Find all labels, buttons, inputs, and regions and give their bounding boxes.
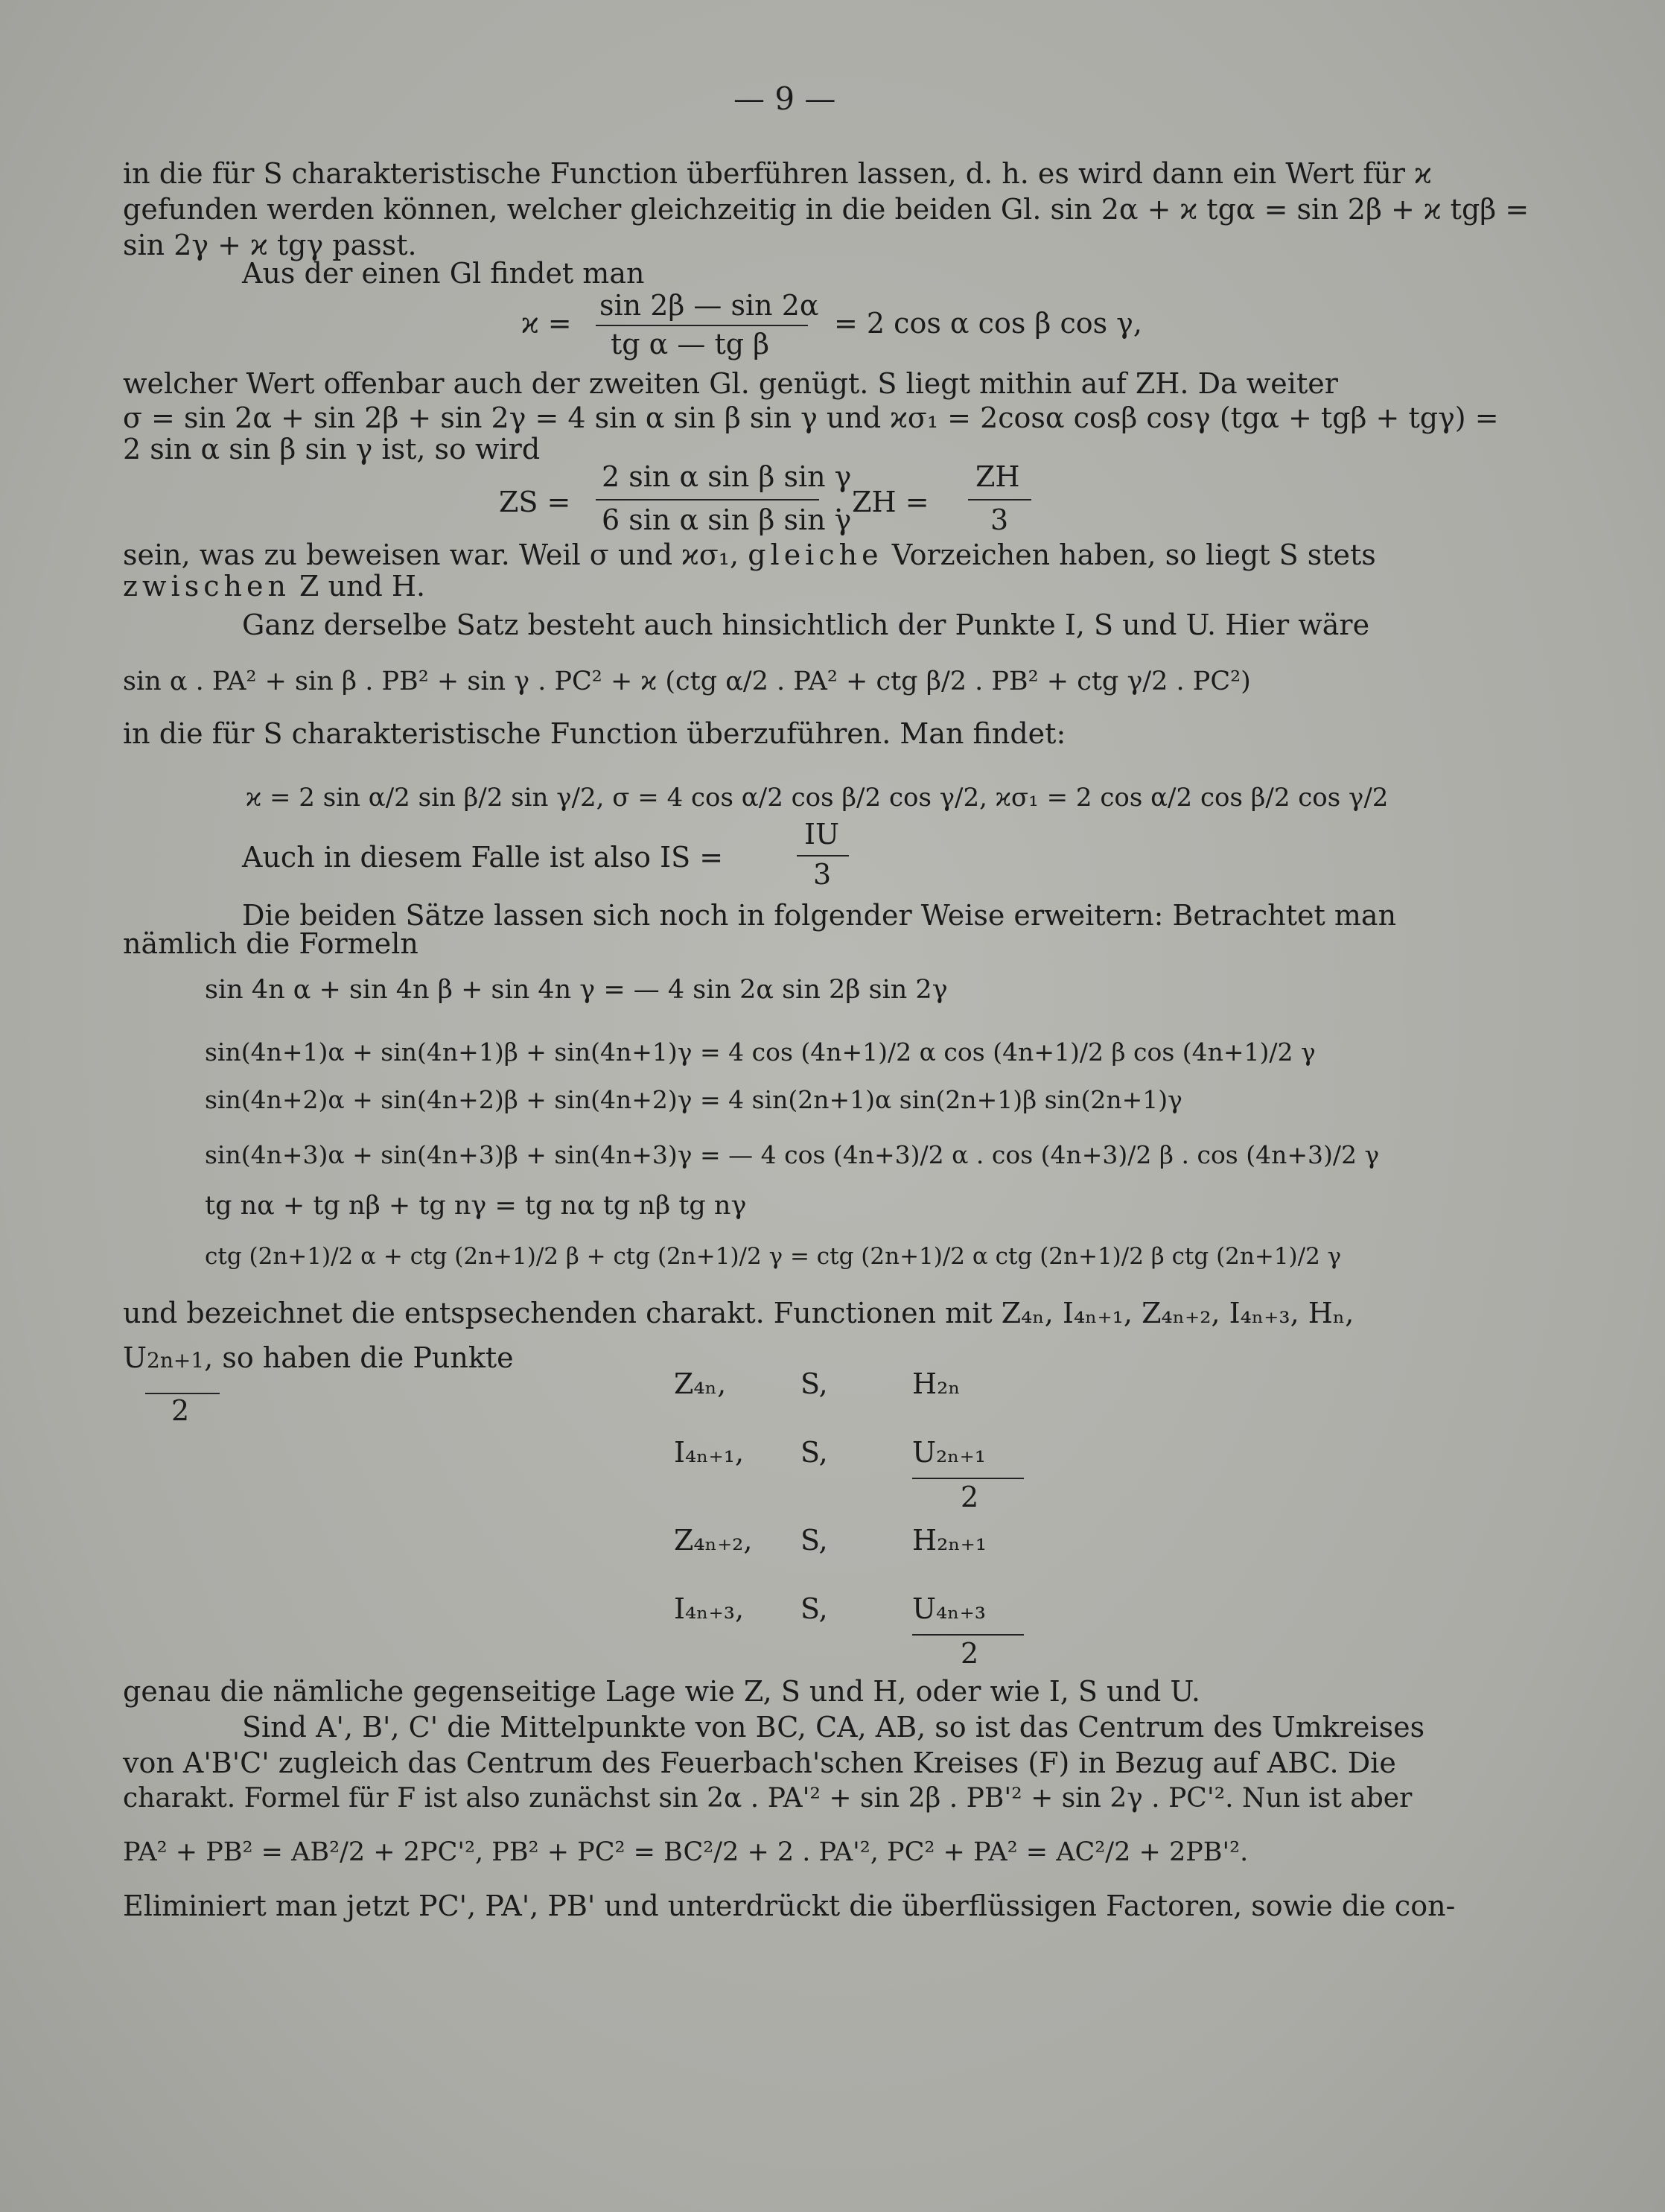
text-line: Die beiden Sätze lassen sich noch in folgender Weise erweitern: Betrachtet man: [242, 899, 1397, 932]
text-line: charakt. Formel für F ist also zunächst sin 2α . PA'² + sin 2β . PB'² + sin 2γ . PC'². Nun ist aber: [123, 1783, 1413, 1814]
table-cell: U₂ₙ₊₁: [912, 1436, 986, 1469]
text-line: sin 2γ + ϰ tgγ passt.: [123, 229, 417, 261]
fraction-denominator: 3: [990, 503, 1009, 536]
table-cell: I₄ₙ₊₁,: [674, 1436, 745, 1469]
fraction-bar: [912, 1634, 1024, 1636]
text-span: Vorzeichen haben, so liegt S stets: [891, 538, 1376, 571]
formula-line: sin(4n+1)α + sin(4n+1)β + sin(4n+1)γ = 4 cos (4n+1)/2 α cos (4n+1)/2 β cos (4n+1)/2 γ: [205, 1037, 1316, 1067]
text-line: [123, 569, 425, 603]
text-line: und bezeichnet die entspsechenden charakt. Functionen mit Z₄ₙ, I₄ₙ₊₁, Z₄ₙ₊₂, I₄ₙ₊₃, Hₙ,: [123, 1297, 1354, 1329]
text-line: Auch in diesem Falle ist also IS =: [242, 841, 724, 874]
text-line: in die für S charakteristische Function überzuführen. Man findet:: [123, 717, 1066, 750]
fraction-bar: [968, 499, 1031, 500]
equation-line: PA² + PB² = AB²/2 + 2PC'², PB² + PC² = BC²/2 + 2 . PA'², PC² + PA² = AC²/2 + 2PB'².: [123, 1837, 1249, 1867]
fraction-denominator: 6 sin α sin β sin γ: [602, 503, 852, 536]
fraction-numerator: sin 2β — sin 2α: [599, 289, 819, 322]
text-line: 2 sin α sin β sin γ ist, so wird: [123, 433, 541, 465]
formula-line: sin(4n+3)α + sin(4n+3)β + sin(4n+3)γ = — 4 cos (4n+3)/2 α . cos (4n+3)/2 β . cos (4n+3)/2 γ: [205, 1140, 1380, 1169]
fraction-denominator: tg α — tg β: [611, 328, 770, 360]
table-cell: I₄ₙ₊₃,: [674, 1592, 745, 1625]
fraction-bar: [596, 499, 819, 500]
text-line: genau die nämliche gegenseitige Lage wie Z, S und H, oder wie I, S und U.: [123, 1675, 1201, 1708]
fraction-bar: [912, 1478, 1024, 1479]
text-line: nämlich die Formeln: [123, 927, 418, 960]
table-cell: S,: [800, 1367, 828, 1400]
text-line: Sind A', B', C' die Mittelpunkte von BC, CA, AB, so ist das Centrum des Umkreises: [242, 1711, 1425, 1744]
text-line: [123, 1341, 514, 1378]
text-span: U: [123, 1341, 147, 1374]
fraction-numerator: IU: [804, 818, 840, 851]
equation-line: ϰ = 2 sin α/2 sin β/2 sin γ/2, σ = 4 cos α/2 cos β/2 cos γ/2, ϰσ₁ = 2 cos α/2 cos β/2 cos γ/2: [246, 783, 1389, 813]
formula-line: tg nα + tg nβ + tg nγ = tg nα tg nβ tg nγ: [205, 1191, 747, 1221]
fraction-denominator: 2: [961, 1481, 979, 1513]
fraction-numerator: ZH: [975, 460, 1020, 493]
equation-lhs: ZS =: [499, 486, 571, 518]
text-line: gefunden werden können, welcher gleichzeitig in die beiden Gl. sin 2α + ϰ tgα = sin 2β + ϰ tgβ =: [123, 193, 1529, 226]
text-line: [123, 538, 1376, 572]
equation-lhs: ϰ =: [521, 307, 572, 340]
fraction-denominator: 3: [813, 858, 832, 891]
text-line: Ganz derselbe Satz besteht auch hinsichtlich der Punkte I, S und U. Hier wäre: [242, 608, 1370, 641]
text-line: in die für S charakteristische Function überführen lassen, d. h. es wird dann ein Wert für ϰ: [123, 157, 1432, 190]
equation-mid: . ZH =: [834, 486, 929, 518]
fraction-bar: [797, 855, 849, 856]
table-cell: S,: [800, 1592, 828, 1625]
formula-line: ctg (2n+1)/2 α + ctg (2n+1)/2 β + ctg (2n+1)/2 γ = ctg (2n+1)/2 α ctg (2n+1)/2 β ctg (2n+1)/2 γ: [205, 1243, 1342, 1270]
table-cell: Z₄ₙ₊₂,: [674, 1524, 753, 1557]
table-cell: U₄ₙ₊₃: [912, 1592, 986, 1625]
equation-line: sin α . PA² + sin β . PB² + sin γ . PC² + ϰ (ctg α/2 . PA² + ctg β/2 . PB² + ctg γ/2 . PC²): [123, 667, 1251, 696]
emphasis-span: zwischen: [123, 570, 290, 603]
table-cell: Z₄ₙ,: [674, 1367, 727, 1400]
table-cell: S,: [800, 1436, 828, 1469]
table-cell: H₂ₙ: [912, 1367, 961, 1400]
text-line: σ = sin 2α + sin 2β + sin 2γ = 4 sin α sin β sin γ und ϰσ₁ = 2cosα cosβ cosγ (tgα + tgβ + tgγ) =: [123, 401, 1499, 434]
fraction-denominator: 2: [961, 1637, 979, 1670]
text-span: sein, was zu beweisen war. Weil σ und ϰσ₁,: [123, 538, 739, 571]
equation-rhs: = 2 cos α cos β cos γ,: [834, 307, 1142, 340]
emphasis-span: gleiche: [748, 538, 883, 571]
text-line: Eliminiert man jetzt PC', PA', PB' und unterdrückt die überflüssigen Factoren, sowie die con-: [123, 1890, 1456, 1922]
fraction-numerator: 2 sin α sin β sin γ: [602, 460, 852, 493]
fraction-bar: [596, 325, 808, 326]
formula-line: sin 4n α + sin 4n β + sin 4n γ = — 4 sin 2α sin 2β sin 2γ: [205, 975, 948, 1005]
text-span: , so haben die Punkte: [204, 1341, 514, 1374]
page-number: — 9 —: [733, 80, 836, 117]
text-span: Z und H.: [299, 570, 426, 603]
subscript: 2n+1: [147, 1348, 205, 1373]
table-cell: H₂ₙ₊₁: [912, 1524, 987, 1557]
formula-line: sin(4n+2)α + sin(4n+2)β + sin(4n+2)γ = 4 sin(2n+1)α sin(2n+1)β sin(2n+1)γ: [205, 1085, 1182, 1114]
text-line: von A'B'C' zugleich das Centrum des Feuerbach'schen Kreises (F) in Bezug auf ABC. Die: [123, 1747, 1396, 1779]
fraction-denominator: 2: [171, 1394, 190, 1427]
table-cell: S,: [800, 1524, 828, 1557]
text-line: Aus der einen Gl findet man: [242, 257, 645, 290]
text-line: welcher Wert offenbar auch der zweiten Gl. genügt. S liegt mithin auf ZH. Da weiter: [123, 367, 1338, 400]
